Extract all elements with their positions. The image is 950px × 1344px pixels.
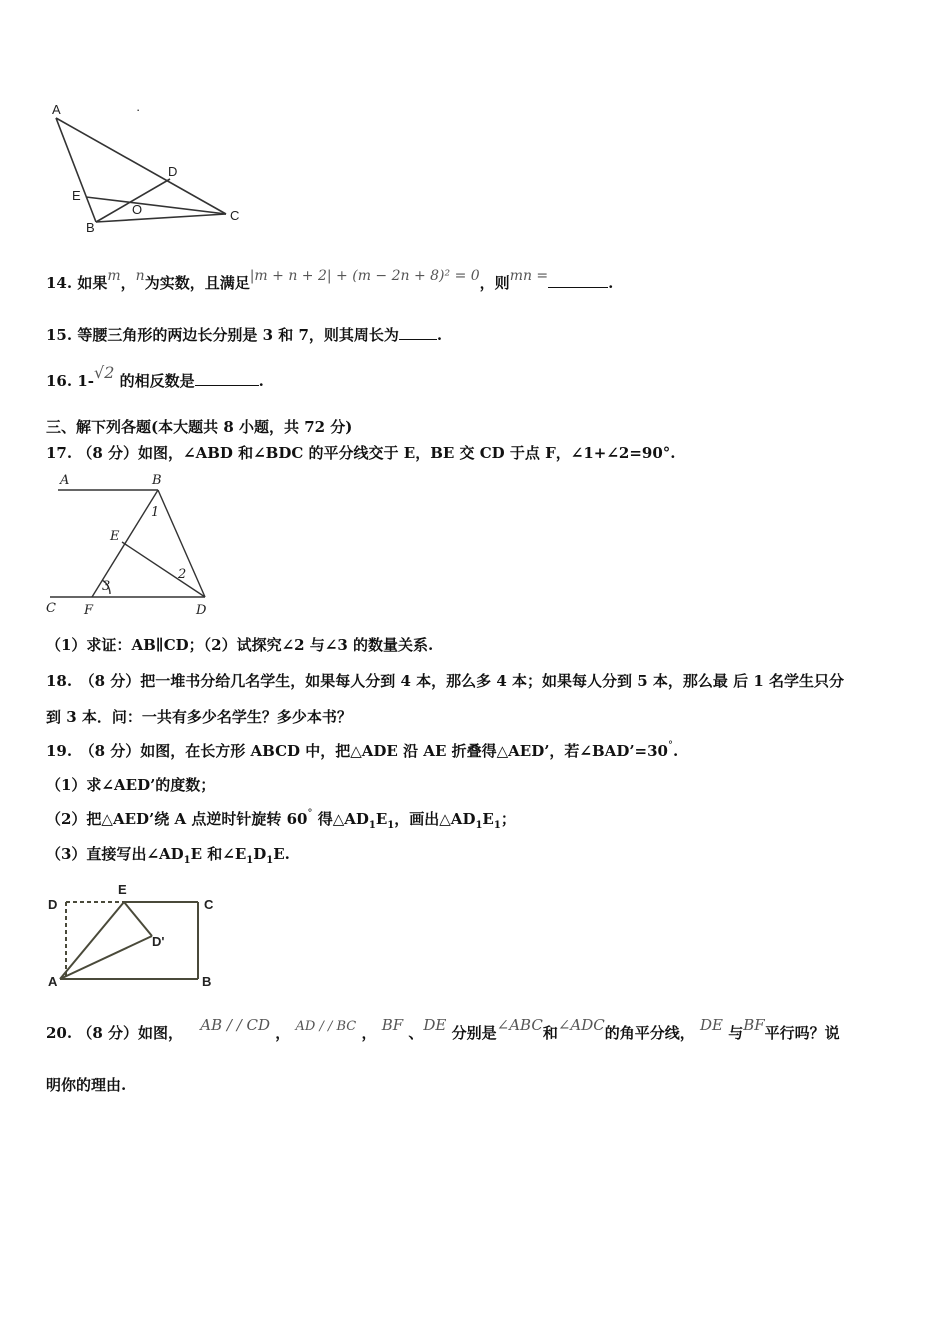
question-14 [46, 268, 614, 293]
q19-s3-b: E 和∠E [190, 845, 247, 863]
q14-text-2: ， [120, 274, 136, 292]
label-1: 1 [151, 505, 160, 520]
question-19 [46, 740, 678, 761]
q19-s2-sub-2: 1 [387, 820, 395, 831]
question-15 [46, 324, 442, 345]
parallel-lines-figure-q17 [40, 468, 220, 620]
q14-text-1: 如果 [77, 274, 108, 292]
label-a: A [52, 102, 61, 117]
q19-text: 19. （8 分）如图，在长方形 ABCD 中，把△ADE 沿 AE 折叠得△AED’，若∠BAD’=30 [46, 742, 668, 760]
q20-text-1: （8 分）如图， [77, 1024, 184, 1042]
q20-ab-cd: AB / / CD [200, 1016, 271, 1034]
label-3: 3 [102, 579, 111, 594]
question-18-line-1: 18. （8 分）把一堆书分给几名学生，如果每人分到 4 本，那么多 4 本；如果每人分到 5 本，那么最 后 1 名学生只分 [46, 672, 845, 690]
question-18-line-2: 到 3 本．问：一共有多少名学生？多少本书？ [46, 708, 352, 726]
q16-prefix: 1- [77, 372, 95, 390]
q16-sqrt: √2 [94, 363, 115, 382]
q14-var-n: n [135, 268, 145, 284]
q19-s2-sub-3: 1 [475, 820, 483, 831]
q20-angle-adc: ∠ADC [557, 1016, 605, 1034]
q19-sub-3 [46, 843, 290, 866]
label-e: E [110, 529, 120, 544]
q15-number: 15. [46, 326, 73, 344]
q19-s2-e: E [482, 810, 494, 828]
q19-s3-d: E. [273, 845, 290, 863]
q16-answer-blank [195, 371, 259, 386]
q19-s3-c: D [253, 845, 267, 863]
q20-number: 20. [46, 1024, 73, 1042]
label-f: F [84, 603, 94, 618]
q16-text: 的相反数是 [119, 372, 195, 390]
q20-de: DE [423, 1016, 447, 1034]
q20-text-2: 分别是 [451, 1024, 497, 1042]
q16-end: . [258, 372, 264, 390]
question-16 [46, 363, 264, 391]
q20-ad-bc: AD / / BC [295, 1019, 357, 1034]
q14-end: . [608, 274, 614, 292]
q19-end: . [673, 742, 679, 760]
label-c: C [230, 208, 240, 223]
q17-subquestions: （1）求证：AB∥CD；（2）试探究∠2 与∠3 的数量关系. [46, 636, 434, 654]
question-20 [46, 1016, 840, 1043]
q14-text-4: ，则 [479, 274, 510, 292]
q19-s2-degree: ° [307, 808, 313, 819]
q19-s3-sub-2: 1 [246, 855, 254, 866]
question-20-line-2: 明你的理由. [46, 1076, 127, 1094]
q20-bf-2: BF [743, 1016, 765, 1034]
q20-bf: BF [381, 1016, 404, 1034]
q19-s2-c: E [375, 810, 388, 828]
label-b: B [202, 974, 212, 989]
q20-sep: 、 [408, 1024, 424, 1042]
label-d: D [48, 897, 58, 912]
q17-number: 17. [46, 444, 73, 462]
q20-comma-1: ， [275, 1024, 291, 1042]
label-b: B [152, 473, 162, 488]
label-o: O [132, 202, 143, 217]
q14-number: 14. [46, 274, 73, 292]
label-e: E [118, 882, 127, 897]
q19-s2-f: ； [500, 810, 516, 828]
q19-s2-a: （2）把△AED’绕 A 点逆时针旋转 60 [46, 810, 308, 828]
label-d: D [168, 164, 178, 179]
q20-de-2: DE [700, 1016, 723, 1034]
q19-s3-sub: 1 [183, 855, 191, 866]
q20-with: 与 [728, 1024, 744, 1042]
q19-s3-a: （3）直接写出∠AD [46, 845, 184, 863]
q20-and: 和 [542, 1024, 558, 1042]
rectangle-fold-figure-q19 [42, 876, 232, 991]
q20-text-4: 平行吗？说 [764, 1024, 840, 1042]
q14-mn: mn = [509, 268, 549, 284]
label-e: E [72, 188, 81, 203]
q14-text-3: 为实数，且满足 [144, 274, 250, 292]
label-d: D [196, 603, 207, 618]
label-c: C [46, 601, 56, 616]
stray-dot: · [136, 102, 141, 117]
q16-number: 16. [46, 372, 73, 390]
q19-sub-1: （1）求∠AED’的度数； [46, 776, 216, 794]
q17-text: （8 分）如图，∠ABD 和∠BDC 的平分线交于 E，BE 交 CD 于点 F，∠1+∠2=90°. [77, 444, 676, 462]
q14-expression: |m + n + 2| + (m − 2n + 8)² = 0 [249, 268, 480, 284]
q19-s2-sub-4: 1 [493, 820, 501, 831]
q20-comma-2: ， [361, 1024, 377, 1042]
q20-angle-abc: ∠ABC [496, 1016, 543, 1034]
q19-degree: ° [668, 740, 673, 751]
q15-end: . [436, 326, 443, 344]
q19-s3-sub-3: 1 [266, 855, 274, 866]
question-17 [46, 442, 676, 463]
q19-s2-b: 得△AD [317, 810, 369, 828]
q14-var-m: m [107, 268, 121, 284]
q19-s2-sub: 1 [368, 820, 376, 831]
label-b: B [86, 220, 95, 235]
q15-answer-blank [399, 325, 437, 340]
triangle-figure-q13 [40, 100, 250, 240]
label-c: C [204, 897, 214, 912]
q20-text-3: 的角平分线， [604, 1024, 695, 1042]
label-2: 2 [178, 567, 187, 582]
label-a: A [48, 974, 58, 989]
section-heading: 三、解下列各题(本大题共 8 小题，共 72 分) [46, 418, 353, 436]
q19-s2-d: ，画出△AD [394, 810, 476, 828]
q19-sub-2 [46, 808, 516, 831]
q14-answer-blank [548, 273, 608, 288]
q15-text: 等腰三角形的两边长分别是 3 和 7，则其周长为 [77, 326, 399, 344]
label-d-prime: D' [152, 934, 165, 949]
label-a: A [60, 473, 70, 488]
